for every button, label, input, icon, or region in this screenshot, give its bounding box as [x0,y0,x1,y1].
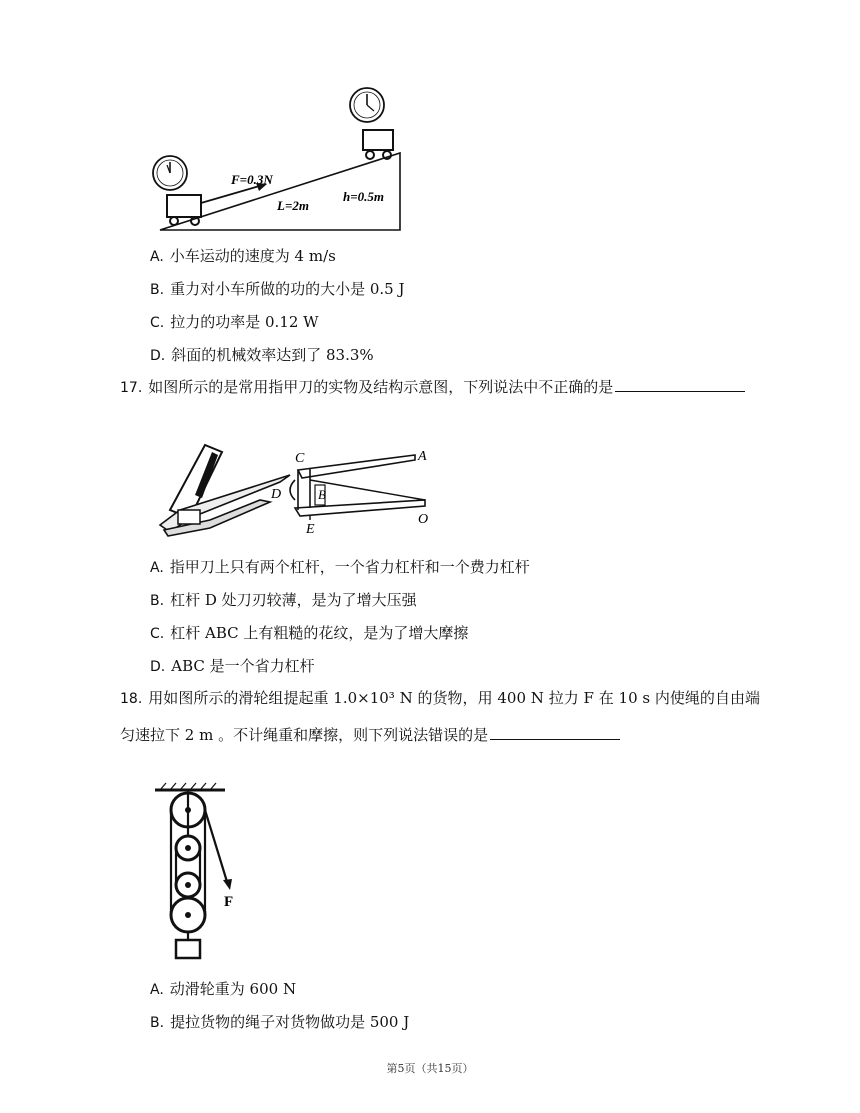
answer-blank[interactable] [615,390,745,392]
q16-option-a[interactable]: A. 小车运动的速度为 4 m/s [150,247,336,265]
answer-blank[interactable] [490,738,620,740]
force-label: F=0.3N [231,172,273,187]
cart-bottom [167,195,201,225]
incline-figure [145,85,405,235]
q16-option-b[interactable]: B. 重力对小车所做的功的大小是 0.5 J [150,280,405,298]
label-o: O [418,512,429,527]
page-footer: 第5页（共15页） [386,1062,474,1075]
height-label: h=0.5m [343,189,384,204]
q18-option-a[interactable]: A. 动滑轮重为 600 N [150,980,297,998]
q16-option-c[interactable]: C. 拉力的功率是 0.12 W [150,313,319,331]
label-c: C [295,451,305,466]
q18-option-b[interactable]: B. 提拉货物的绳子对货物做功是 500 J [150,1013,410,1031]
cart-top [363,130,393,159]
q17-option-a[interactable]: A. 指甲刀上只有两个杠杆，一个省力杠杆和一个费力杠杆 [150,558,530,576]
q18-stem: 18. 用如图所示的滑轮组提起重 1.0×10³ N 的货物，用 400 N 拉力 F 在 10 s 内使绳的自由端匀速拉下 2 m 。不计绳重和摩擦，则下列说法错误的是 [120,689,760,744]
label-d: D [271,487,282,502]
clock-icon [153,156,187,190]
q16-option-d[interactable]: D. 斜面的机械效率达到了 83.3% [150,346,374,364]
q17-option-c[interactable]: C. 杠杆 ABC 上有粗糙的花纹，是为了增大摩擦 [150,624,469,642]
label-a: A [418,449,427,464]
nail-clipper-figure [150,440,440,540]
q17-option-d[interactable]: D. ABC 是一个省力杠杆 [150,657,315,675]
clock-icon [350,88,384,122]
length-label: L=2m [277,198,309,213]
force-label: F [224,894,234,910]
clipper-diagram [270,449,428,537]
pulley-figure [150,780,260,965]
label-e: E [306,522,315,537]
q17-option-b[interactable]: B. 杠杆 D 处刀刃较薄，是为了增大压强 [150,591,417,609]
q17-stem: 17. 如图所示的是常用指甲刀的实物及结构示意图，下列说法中不正确的是 [120,369,760,406]
label-b: B [318,487,326,502]
